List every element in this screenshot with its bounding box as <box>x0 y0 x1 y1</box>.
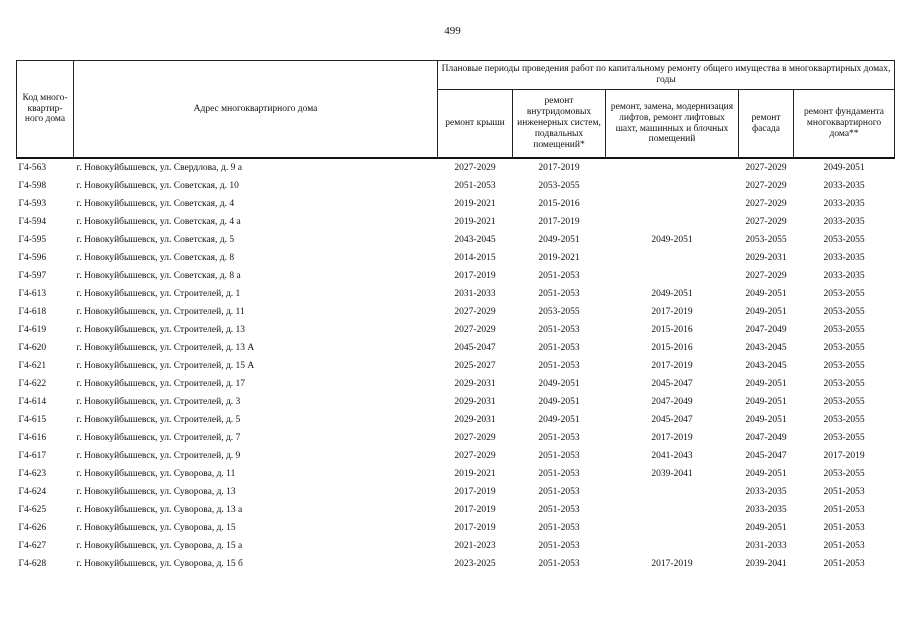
cell-elevators <box>606 537 739 555</box>
cell-address: г. Новокуйбышевск, ул. Суворова, д. 11 <box>76 468 236 479</box>
table-row <box>17 375 895 393</box>
table-row <box>17 411 895 429</box>
cell-code: Г4-621 <box>18 360 47 371</box>
cell-engineering: 2051-2053 <box>538 486 580 497</box>
table-row <box>17 519 895 537</box>
cell-engineering: 2051-2053 <box>538 450 580 461</box>
cell-elevators <box>606 177 739 195</box>
cell-address: г. Новокуйбышевск, ул. Советская, д. 4 а <box>76 216 241 227</box>
header-elevators: ремонт, замена, модернизация лифтов, ремонт лифтовых шахт, машинных и блочных помещений <box>606 90 739 159</box>
cell-address: г. Новокуйбышевск, ул. Суворова, д. 15 б <box>76 558 243 569</box>
cell-roof: 2025-2027 <box>454 360 496 371</box>
cell-code: Г4-614 <box>18 396 47 407</box>
cell-address: г. Новокуйбышевск, ул. Суворова, д. 15 <box>76 522 236 533</box>
cell-address: г. Новокуйбышевск, ул. Строителей, д. 9 <box>76 450 241 461</box>
cell-engineering: 2017-2019 <box>538 162 580 173</box>
cell-foundation: 2033-2035 <box>823 198 865 209</box>
cell-foundation: 2053-2055 <box>823 324 865 335</box>
cell-roof: 2045-2047 <box>454 342 496 353</box>
cell-code: Г4-597 <box>18 270 47 281</box>
cell-foundation: 2033-2035 <box>823 252 865 263</box>
cell-code: Г4-595 <box>18 234 47 245</box>
cell-roof: 2027-2029 <box>454 324 496 335</box>
table-body <box>17 158 895 573</box>
header-code: Код много-квартир-ного дома <box>17 61 74 159</box>
cell-facade: 2049-2051 <box>745 522 787 533</box>
cell-engineering: 2049-2051 <box>538 234 580 245</box>
cell-elevators <box>606 158 739 177</box>
cell-facade: 2043-2045 <box>745 360 787 371</box>
table-row <box>17 537 895 555</box>
table-row <box>17 158 895 177</box>
cell-elevators <box>606 519 739 537</box>
cell-elevators: 2039-2041 <box>651 468 693 479</box>
cell-roof: 2027-2029 <box>454 306 496 317</box>
cell-roof: 2014-2015 <box>454 252 496 263</box>
cell-engineering: 2015-2016 <box>538 198 580 209</box>
cell-code: Г4-613 <box>18 288 47 299</box>
cell-code: Г4-628 <box>18 558 47 569</box>
cell-foundation: 2053-2055 <box>823 396 865 407</box>
cell-engineering: 2051-2053 <box>538 558 580 569</box>
cell-engineering: 2051-2053 <box>538 324 580 335</box>
cell-code: Г4-626 <box>18 522 47 533</box>
cell-engineering: 2051-2053 <box>538 360 580 371</box>
table-row <box>17 285 895 303</box>
cell-foundation: 2051-2053 <box>823 486 865 497</box>
cell-address: г. Новокуйбышевск, ул. Свердлова, д. 9 а <box>76 162 242 173</box>
cell-facade: 2027-2029 <box>745 180 787 191</box>
cell-elevators <box>606 249 739 267</box>
table-row <box>17 249 895 267</box>
cell-elevators <box>606 213 739 231</box>
cell-facade: 2027-2029 <box>745 198 787 209</box>
cell-address: г. Новокуйбышевск, ул. Советская, д. 5 <box>76 234 235 245</box>
cell-engineering: 2049-2051 <box>538 414 580 425</box>
cell-facade: 2039-2041 <box>745 558 787 569</box>
cell-roof: 2043-2045 <box>454 234 496 245</box>
table-row <box>17 447 895 465</box>
cell-code: Г4-615 <box>18 414 47 425</box>
cell-code: Г4-616 <box>18 432 47 443</box>
cell-facade: 2049-2051 <box>745 306 787 317</box>
cell-code: Г4-617 <box>18 450 47 461</box>
cell-roof: 2027-2029 <box>454 450 496 461</box>
cell-elevators: 2045-2047 <box>651 378 693 389</box>
table-row <box>17 339 895 357</box>
cell-code: Г4-625 <box>18 504 47 515</box>
cell-engineering: 2017-2019 <box>538 216 580 227</box>
cell-address: г. Новокуйбышевск, ул. Строителей, д. 1 <box>76 288 241 299</box>
cell-address: г. Новокуйбышевск, ул. Советская, д. 4 <box>76 198 235 209</box>
page-number: 499 <box>444 25 461 37</box>
cell-facade: 2045-2047 <box>745 450 787 461</box>
cell-roof: 2031-2033 <box>454 288 496 299</box>
cell-facade: 2031-2033 <box>745 540 787 551</box>
cell-foundation: 2053-2055 <box>823 414 865 425</box>
cell-address: г. Новокуйбышевск, ул. Строителей, д. 5 <box>76 414 241 425</box>
cell-foundation: 2053-2055 <box>823 306 865 317</box>
cell-foundation: 2051-2053 <box>823 540 865 551</box>
cell-address: г. Новокуйбышевск, ул. Строителей, д. 11 <box>76 306 245 317</box>
cell-foundation: 2051-2053 <box>823 504 865 515</box>
cell-facade: 2027-2029 <box>745 270 787 281</box>
cell-code: Г4-563 <box>18 162 47 173</box>
cell-facade: 2049-2051 <box>745 414 787 425</box>
header-foundation: ремонт фундамента многоквартирного дома** <box>794 90 895 159</box>
cell-foundation: 2053-2055 <box>823 234 865 245</box>
table-row <box>17 267 895 285</box>
header-engineering: ремонт внутридомовых инженерных систем, подвальных помещений* <box>513 90 606 159</box>
cell-elevators: 2017-2019 <box>651 306 693 317</box>
cell-facade: 2053-2055 <box>745 234 787 245</box>
cell-elevators: 2049-2051 <box>651 288 693 299</box>
header-facade: ремонт фасада <box>739 90 794 159</box>
cell-engineering: 2051-2053 <box>538 432 580 443</box>
cell-roof: 2029-2031 <box>454 396 496 407</box>
table-row <box>17 483 895 501</box>
cell-code: Г4-620 <box>18 342 47 353</box>
cell-engineering: 2051-2053 <box>538 522 580 533</box>
cell-foundation: 2053-2055 <box>823 360 865 371</box>
cell-foundation: 2053-2055 <box>823 378 865 389</box>
cell-elevators: 2041-2043 <box>651 450 693 461</box>
table-row <box>17 501 895 519</box>
header-group-periods: Плановые периоды проведения работ по капитальному ремонту общего имущества в многоквартирных домах, годы <box>438 61 895 90</box>
cell-foundation: 2051-2053 <box>823 558 865 569</box>
cell-code: Г4-622 <box>18 378 47 389</box>
table-row <box>17 195 895 213</box>
table-row <box>17 429 895 447</box>
cell-engineering: 2051-2053 <box>538 468 580 479</box>
cell-foundation: 2053-2055 <box>823 288 865 299</box>
cell-facade: 2047-2049 <box>745 432 787 443</box>
cell-engineering: 2051-2053 <box>538 342 580 353</box>
table-header <box>17 61 895 159</box>
cell-engineering: 2053-2055 <box>538 306 580 317</box>
cell-elevators: 2047-2049 <box>651 396 693 407</box>
cell-address: г. Новокуйбышевск, ул. Суворова, д. 13 <box>76 486 236 497</box>
cell-facade: 2033-2035 <box>745 504 787 515</box>
cell-engineering: 2051-2053 <box>538 504 580 515</box>
table-row <box>17 213 895 231</box>
cell-address: г. Новокуйбышевск, ул. Советская, д. 8 а <box>76 270 241 281</box>
cell-foundation: 2033-2035 <box>823 216 865 227</box>
cell-address: г. Новокуйбышевск, ул. Советская, д. 8 <box>76 252 235 263</box>
cell-address: г. Новокуйбышевск, ул. Строителей, д. 13 А <box>76 342 255 353</box>
cell-roof: 2017-2019 <box>454 486 496 497</box>
cell-elevators <box>606 483 739 501</box>
table-row <box>17 357 895 375</box>
cell-facade: 2049-2051 <box>745 288 787 299</box>
cell-code: Г4-619 <box>18 324 47 335</box>
cell-roof: 2027-2029 <box>454 162 496 173</box>
table-row <box>17 321 895 339</box>
cell-roof: 2051-2053 <box>454 180 496 191</box>
cell-engineering: 2019-2021 <box>538 252 580 263</box>
cell-roof: 2019-2021 <box>454 216 496 227</box>
cell-code: Г4-593 <box>18 198 47 209</box>
cell-foundation: 2053-2055 <box>823 468 865 479</box>
cell-elevators: 2015-2016 <box>651 324 693 335</box>
cell-elevators: 2045-2047 <box>651 414 693 425</box>
cell-engineering: 2051-2053 <box>538 540 580 551</box>
cell-elevators <box>606 267 739 285</box>
cell-code: Г4-623 <box>18 468 47 479</box>
cell-facade: 2027-2029 <box>745 162 787 173</box>
cell-engineering: 2051-2053 <box>538 288 580 299</box>
capital-repair-table <box>16 60 895 573</box>
cell-foundation: 2033-2035 <box>823 270 865 281</box>
cell-address: г. Новокуйбышевск, ул. Советская, д. 10 <box>76 180 239 191</box>
cell-roof: 2019-2021 <box>454 198 496 209</box>
cell-facade: 2049-2051 <box>745 378 787 389</box>
cell-foundation: 2017-2019 <box>823 450 865 461</box>
table-row <box>17 231 895 249</box>
cell-engineering: 2049-2051 <box>538 378 580 389</box>
cell-code: Г4-618 <box>18 306 47 317</box>
cell-facade: 2033-2035 <box>745 486 787 497</box>
cell-elevators <box>606 501 739 519</box>
cell-engineering: 2051-2053 <box>538 270 580 281</box>
cell-facade: 2049-2051 <box>745 468 787 479</box>
table-row <box>17 465 895 483</box>
cell-code: Г4-594 <box>18 216 47 227</box>
cell-foundation: 2049-2051 <box>823 162 865 173</box>
cell-address: г. Новокуйбышевск, ул. Строителей, д. 13 <box>76 324 246 335</box>
cell-address: г. Новокуйбышевск, ул. Строителей, д. 7 <box>76 432 241 443</box>
cell-roof: 2019-2021 <box>454 468 496 479</box>
cell-address: г. Новокуйбышевск, ул. Строителей, д. 15 А <box>76 360 255 371</box>
table-row <box>17 393 895 411</box>
cell-code: Г4-627 <box>18 540 47 551</box>
cell-roof: 2029-2031 <box>454 414 496 425</box>
cell-address: г. Новокуйбышевск, ул. Строителей, д. 17 <box>76 378 246 389</box>
header-roof: ремонт крыши <box>438 90 513 159</box>
cell-roof: 2017-2019 <box>454 504 496 515</box>
cell-facade: 2049-2051 <box>745 396 787 407</box>
header-address: Адрес многоквартирного дома <box>74 61 438 159</box>
table-row <box>17 177 895 195</box>
cell-elevators: 2017-2019 <box>651 558 693 569</box>
cell-foundation: 2053-2055 <box>823 342 865 353</box>
cell-roof: 2017-2019 <box>454 270 496 281</box>
cell-code: Г4-598 <box>18 180 47 191</box>
cell-foundation: 2033-2035 <box>823 180 865 191</box>
cell-roof: 2017-2019 <box>454 522 496 533</box>
cell-facade: 2043-2045 <box>745 342 787 353</box>
cell-code: Г4-624 <box>18 486 47 497</box>
cell-elevators: 2017-2019 <box>651 432 693 443</box>
cell-elevators: 2017-2019 <box>651 360 693 371</box>
cell-roof: 2023-2025 <box>454 558 496 569</box>
cell-code: Г4-596 <box>18 252 47 263</box>
cell-facade: 2027-2029 <box>745 216 787 227</box>
cell-foundation: 2053-2055 <box>823 432 865 443</box>
cell-elevators: 2015-2016 <box>651 342 693 353</box>
cell-roof: 2021-2023 <box>454 540 496 551</box>
cell-address: г. Новокуйбышевск, ул. Суворова, д. 15 а <box>76 540 243 551</box>
cell-engineering: 2049-2051 <box>538 396 580 407</box>
cell-address: г. Новокуйбышевск, ул. Суворова, д. 13 а <box>76 504 243 515</box>
table-row <box>17 555 895 573</box>
cell-elevators <box>606 195 739 213</box>
cell-foundation: 2051-2053 <box>823 522 865 533</box>
cell-facade: 2029-2031 <box>745 252 787 263</box>
table-row <box>17 303 895 321</box>
cell-roof: 2029-2031 <box>454 378 496 389</box>
cell-roof: 2027-2029 <box>454 432 496 443</box>
cell-elevators: 2049-2051 <box>651 234 693 245</box>
cell-address: г. Новокуйбышевск, ул. Строителей, д. 3 <box>76 396 241 407</box>
cell-engineering: 2053-2055 <box>538 180 580 191</box>
cell-facade: 2047-2049 <box>745 324 787 335</box>
